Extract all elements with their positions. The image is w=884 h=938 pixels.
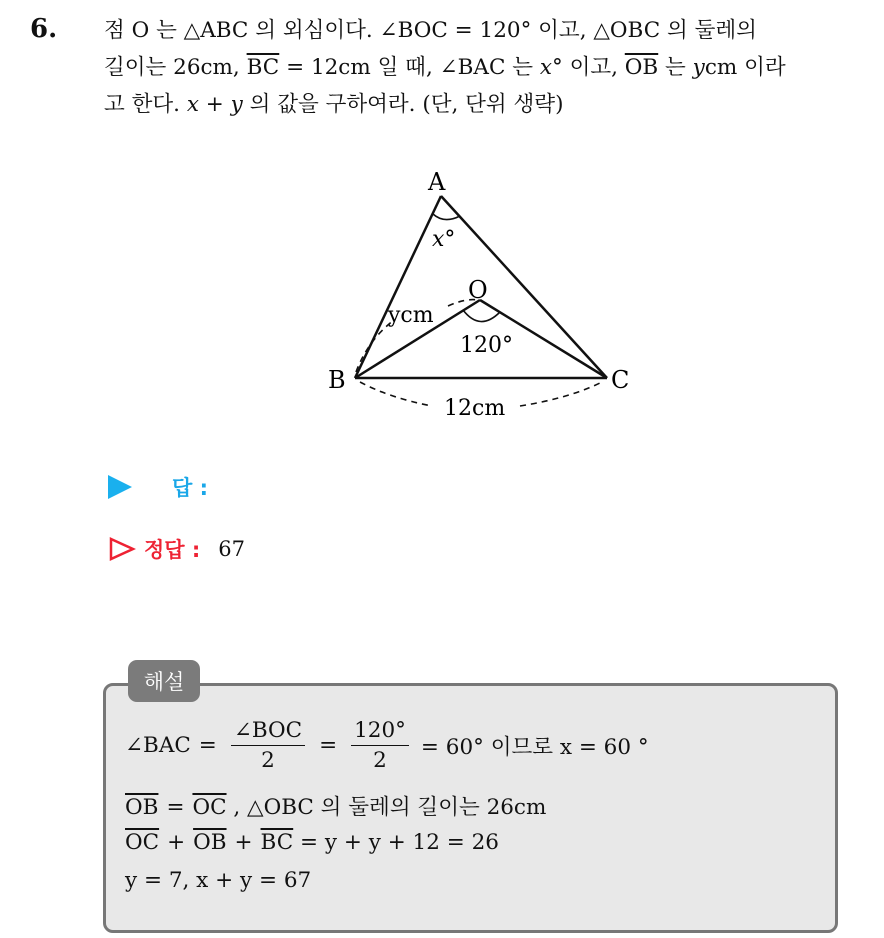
q-text-segment: ° 이고,: [551, 55, 625, 80]
segment-ob: $\overline{OB}$: [125, 795, 159, 820]
question-line-3: [104, 86, 866, 123]
correct-answer-value: 67: [218, 537, 246, 561]
label-a: A: [428, 168, 446, 196]
segment-bc: $\overline{BC}$: [246, 55, 280, 80]
correct-answer-label: 정답 :: [144, 538, 201, 562]
triangle-figure: [320, 160, 640, 430]
sol-line2-rest: , △OBC 의 둘레의 길이는 26cm: [226, 795, 547, 820]
q-text-segment: cm 이라: [704, 55, 786, 80]
label-o: O: [468, 276, 488, 304]
equals-sign: =: [166, 795, 185, 820]
sol-line1-rest: = 60° 이므로 x = 60 °: [420, 735, 649, 760]
plus-sign: +: [234, 830, 253, 855]
q-text-segment: 길이는 26cm,: [104, 55, 247, 80]
angle-a-label: x°: [432, 227, 456, 252]
label-b: B: [328, 366, 346, 394]
sol-line3-rest: = y + y + 12 = 26: [293, 830, 499, 855]
answer-row: [108, 472, 208, 502]
fraction-120-2: [351, 718, 409, 773]
fraction-boc-2: [231, 718, 305, 773]
play-outline-icon: [108, 536, 136, 562]
fraction-denominator: 2: [373, 748, 387, 773]
q-text-segment: = 12cm 일 때, ∠BAC 는: [279, 55, 540, 80]
question-line-1: 점 O 는 △ABC 의 외심이다. ∠BOC = 120° 이고, △OBC 의 둘레의: [104, 18, 757, 43]
side-bc-label: 12cm: [444, 396, 506, 421]
segment-oc: $\overline{OC}$: [192, 795, 227, 820]
angle-o-label: 120°: [460, 333, 513, 358]
angle-a-arc: [433, 214, 460, 220]
q-text-segment: 고 한다.: [104, 92, 187, 117]
var-x: x: [539, 55, 552, 80]
plus-sign: +: [167, 830, 186, 855]
question-number: 6.: [30, 14, 58, 44]
answer-label: 답 :: [172, 476, 208, 500]
question-line-2: [104, 49, 866, 86]
segment-ob: $\overline{OB}$: [624, 55, 659, 80]
equals-sign: =: [319, 733, 338, 758]
solution-line-2: [125, 790, 546, 821]
expr-x-plus-y: x + y: [186, 92, 243, 117]
side-ob-label: ycm: [388, 303, 434, 328]
q-text-segment: 는: [658, 55, 693, 80]
segment-ob: $\overline{OB}$: [193, 830, 227, 855]
fraction-numerator: 120°: [351, 718, 409, 746]
solution-line-1: [125, 718, 649, 773]
fraction-denominator: 2: [261, 748, 275, 773]
correct-answer-row: [108, 534, 245, 564]
solution-line-3: [125, 830, 499, 855]
q-text-segment: 의 값을 구하여라. (단, 단위 생략): [242, 92, 564, 117]
question-text: [104, 12, 866, 123]
segment-bc: $\overline{BC}$: [260, 830, 294, 855]
angle-o-arc: [463, 310, 500, 322]
play-icon: [108, 475, 132, 499]
segment-oc: $\overline{OC}$: [125, 830, 160, 855]
solution-line-4: y = 7, x + y = 67: [125, 868, 312, 893]
solution-tab: 해설: [128, 660, 200, 702]
var-y: y: [692, 55, 705, 80]
fraction-numerator: ∠BOC: [231, 718, 305, 746]
sol-lhs: ∠BAC: [125, 733, 191, 758]
label-c: C: [611, 366, 630, 394]
equals-sign: =: [198, 733, 217, 758]
